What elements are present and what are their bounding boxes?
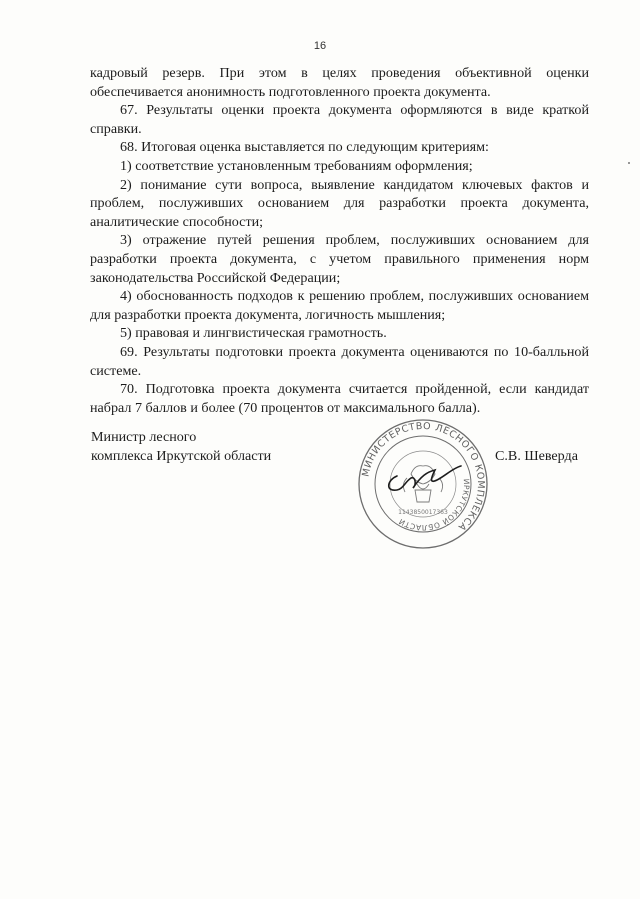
criterion-2: 2) понимание сути вопроса, выявление кандидатом ключевых фактов и проблем, послуживших основанием для разработки проекта документа, аналитические способности;	[90, 176, 589, 230]
paragraph-68: 68. Итоговая оценка выставляется по следующим критериям:	[120, 139, 489, 156]
criterion-1: 1) соответствие установленным требованиям оформления;	[120, 157, 473, 174]
handwritten-signature-icon	[389, 466, 461, 490]
seal-outer-text: МИНИСТЕРСТВО ЛЕСНОГО КОМПЛЕКСА	[360, 420, 487, 533]
seal-inner-text: ИРКУТСКОЙ ОБЛАСТИ	[397, 478, 472, 533]
signatory-name: С.В. Шеверда	[495, 448, 578, 464]
criterion-4: 4) обоснованность подходов к решению проблем, послуживших основанием для разработки проекта документа, логичность мышления;	[90, 288, 589, 323]
document-body	[90, 64, 589, 417]
paragraph-67: 67. Результаты оценки проекта документа оформляются в виде краткой справки.	[90, 102, 589, 137]
criterion-3: 3) отражение путей решения проблем, послуживших основанием для разработки проекта документа, с учетом правильного применения норм законодательства Российской Федерации;	[90, 232, 589, 286]
scan-speck	[628, 162, 630, 164]
criterion-5: 5) правовая и лингвистическая грамотность.	[120, 325, 387, 342]
coat-of-arms-icon	[403, 466, 442, 502]
signatory-title-line-1: Министр лесного	[91, 429, 197, 445]
signatory-title-line-2: комплекса Иркутской области	[91, 447, 272, 464]
signatory-title	[91, 428, 271, 465]
seal-number: 1143850017363	[398, 509, 448, 516]
page-number: 16	[313, 40, 327, 52]
paragraph-69: 69. Результаты подготовки проекта документа оцениваются по 10-балльной системе.	[90, 343, 589, 379]
paragraph-continuation: кадровый резерв. При этом в целях проведения объективной оценки обеспечивается анонимность подготовленного проекта документа.	[90, 65, 589, 100]
paragraph-70: 70. Подготовка проекта документа считается пройденной, если кандидат набрал 7 баллов и более (70 процентов от максимального балла).	[90, 381, 589, 416]
official-seal	[357, 418, 489, 550]
